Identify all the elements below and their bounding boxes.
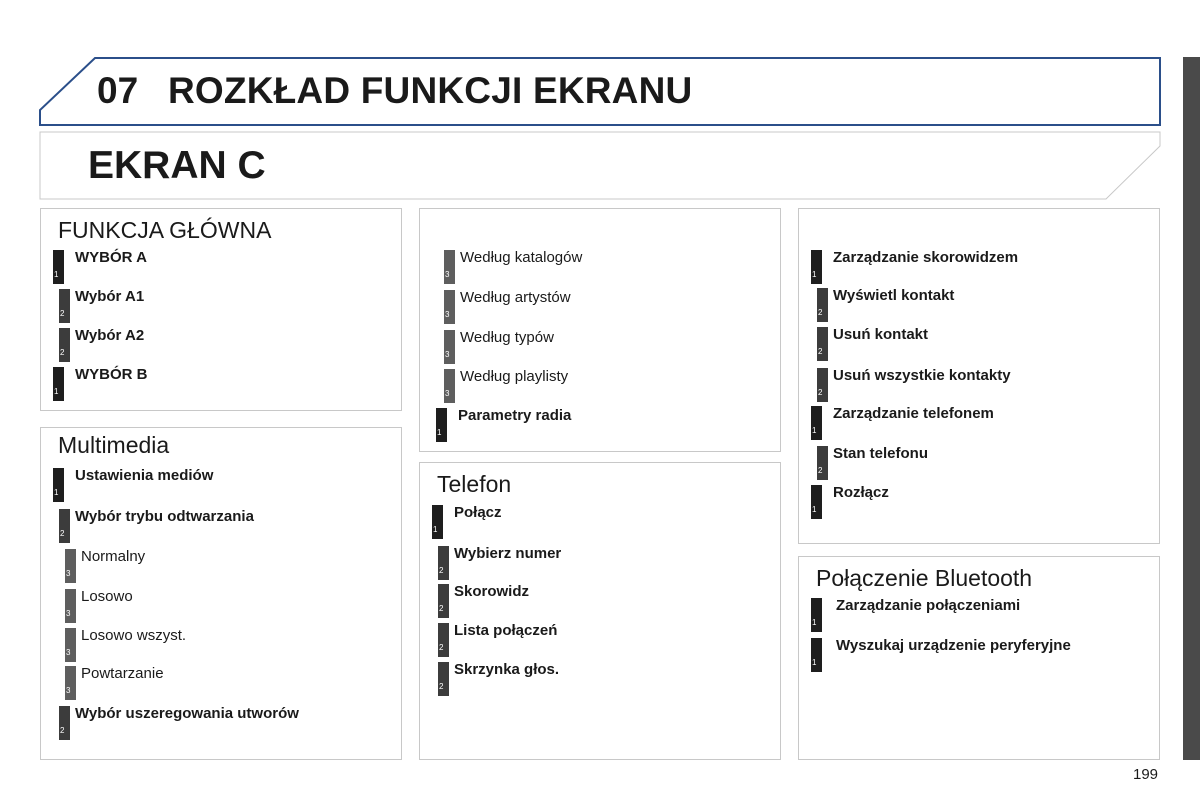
menu-item-label: Losowo bbox=[81, 588, 133, 605]
level-marker: 2 bbox=[817, 327, 828, 361]
menu-item-label: Parametry radia bbox=[458, 407, 572, 424]
level-marker: 2 bbox=[438, 662, 449, 696]
menu-item-label: Normalny bbox=[81, 548, 146, 565]
level-marker: 1 bbox=[53, 367, 64, 401]
menu-item-label: Powtarzanie bbox=[81, 665, 164, 682]
level-marker: 3 bbox=[65, 628, 76, 662]
level-marker: 1 bbox=[436, 408, 447, 442]
menu-item-label: Stan telefonu bbox=[833, 445, 929, 462]
level-marker: 2 bbox=[817, 446, 828, 480]
screen-title: EKRAN C bbox=[88, 144, 266, 187]
menu-item-label: Wyświetl kontakt bbox=[833, 287, 955, 304]
menu-item-label: WYBÓR A bbox=[75, 249, 147, 266]
panel-title: Telefon bbox=[437, 471, 512, 497]
menu-item-label: Według artystów bbox=[460, 289, 571, 306]
menu-item-label: Lista połączeń bbox=[454, 622, 558, 639]
menu-item-label: Według katalogów bbox=[460, 249, 583, 266]
menu-item-label: Wybór trybu odtwarzania bbox=[75, 508, 254, 525]
level-marker: 3 bbox=[444, 369, 455, 403]
menu-item-label: Wyszukaj urządzenie peryferyjne bbox=[836, 637, 1071, 654]
level-marker: 1 bbox=[811, 250, 822, 284]
level-marker: 2 bbox=[817, 368, 828, 402]
page-number: 199 bbox=[1133, 766, 1159, 783]
level-marker: 3 bbox=[65, 666, 76, 700]
level-marker: 2 bbox=[817, 288, 828, 322]
level-marker: 1 bbox=[811, 406, 822, 440]
menu-item-label: Według typów bbox=[460, 329, 554, 346]
level-marker: 1 bbox=[811, 638, 822, 672]
menu-item-label: Losowo wszyst. bbox=[81, 627, 187, 644]
menu-item-label: Zarządzanie skorowidzem bbox=[833, 249, 1019, 266]
level-marker: 2 bbox=[438, 584, 449, 618]
level-marker: 2 bbox=[438, 546, 449, 580]
level-marker: 3 bbox=[444, 330, 455, 364]
menu-item-label: Ustawienia mediów bbox=[75, 467, 214, 484]
panel-title: FUNKCJA GŁÓWNA bbox=[58, 217, 272, 243]
level-marker: 2 bbox=[59, 706, 70, 740]
menu-item-label: WYBÓR B bbox=[75, 366, 148, 383]
menu-item-label: Wybierz numer bbox=[454, 545, 562, 562]
level-marker: 2 bbox=[438, 623, 449, 657]
menu-item-label: Usuń kontakt bbox=[833, 326, 929, 343]
chapter-title: ROZKŁAD FUNKCJI EKRANU bbox=[168, 70, 693, 111]
menu-item-label: Skorowidz bbox=[454, 583, 530, 600]
panel-multimedia bbox=[40, 427, 402, 760]
level-marker: 1 bbox=[811, 485, 822, 519]
panel-media-continued bbox=[419, 208, 781, 452]
level-marker: 1 bbox=[811, 598, 822, 632]
panel-title: Multimedia bbox=[58, 432, 170, 458]
panel-main-function bbox=[40, 208, 402, 411]
level-marker: 3 bbox=[65, 549, 76, 583]
menu-item-label: Połącz bbox=[454, 504, 502, 521]
level-marker: 3 bbox=[444, 250, 455, 284]
menu-item-label: Wybór A1 bbox=[75, 288, 145, 305]
chapter-number: 07 bbox=[97, 70, 139, 111]
menu-item-label: Wybór A2 bbox=[75, 327, 145, 344]
level-marker: 1 bbox=[53, 468, 64, 502]
panel-telephone bbox=[419, 462, 781, 760]
panel-bluetooth bbox=[798, 556, 1160, 760]
level-marker: 3 bbox=[444, 290, 455, 324]
level-marker: 1 bbox=[53, 250, 64, 284]
menu-item-label: Wybór uszeregowania utworów bbox=[75, 705, 299, 722]
chapter-side-tab bbox=[1183, 57, 1200, 760]
panel-title: Połączenie Bluetooth bbox=[816, 565, 1033, 591]
menu-item-label: Rozłącz bbox=[833, 484, 889, 501]
level-marker: 2 bbox=[59, 289, 70, 323]
menu-item-label: Według playlisty bbox=[460, 368, 569, 385]
menu-item-label: Skrzynka głos. bbox=[454, 661, 560, 678]
menu-item-label: Usuń wszystkie kontakty bbox=[833, 367, 1011, 384]
level-marker: 2 bbox=[59, 509, 70, 543]
menu-item-label: Zarządzanie telefonem bbox=[833, 405, 994, 422]
level-marker: 2 bbox=[59, 328, 70, 362]
level-marker: 3 bbox=[65, 589, 76, 623]
panel-directory bbox=[798, 208, 1160, 544]
level-marker: 1 bbox=[432, 505, 443, 539]
menu-item-label: Zarządzanie połączeniami bbox=[836, 597, 1021, 614]
